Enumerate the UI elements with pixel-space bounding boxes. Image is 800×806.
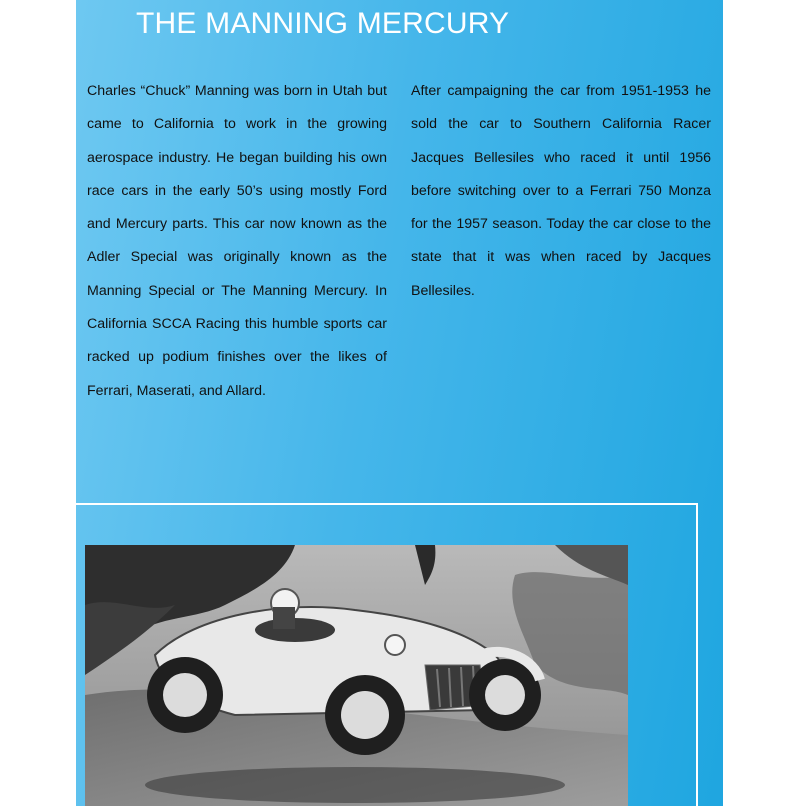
race-car-photo xyxy=(85,545,628,806)
blue-content-panel xyxy=(76,0,723,806)
paragraph-left-column: Charles “Chuck” Manning was born in Utah but came to California to work in the growing aerospace industry. He began building his own race cars in the early 50’s using mostly Ford and Mercury parts. This car now known as the Adler Special was originally known as the Manning Special or The Manning Mercury. In California SCCA Racing this humble sports car racked up podium finishes over the likes of Ferrari, Maserati, and Allard. xyxy=(87,83,387,399)
page-title: THE MANNING MERCURY xyxy=(136,7,510,40)
race-car-illustration xyxy=(85,545,628,806)
paragraph-right-column: After campaigning the car from 1951-1953 he sold the car to Southern California Racer Jacques Bellesiles who raced it until 1956 before switching over to a Ferrari 750 Monza for the 1957 season. Today the car close to the state that it was when raced by Jacques Bellesiles. xyxy=(411,83,711,299)
